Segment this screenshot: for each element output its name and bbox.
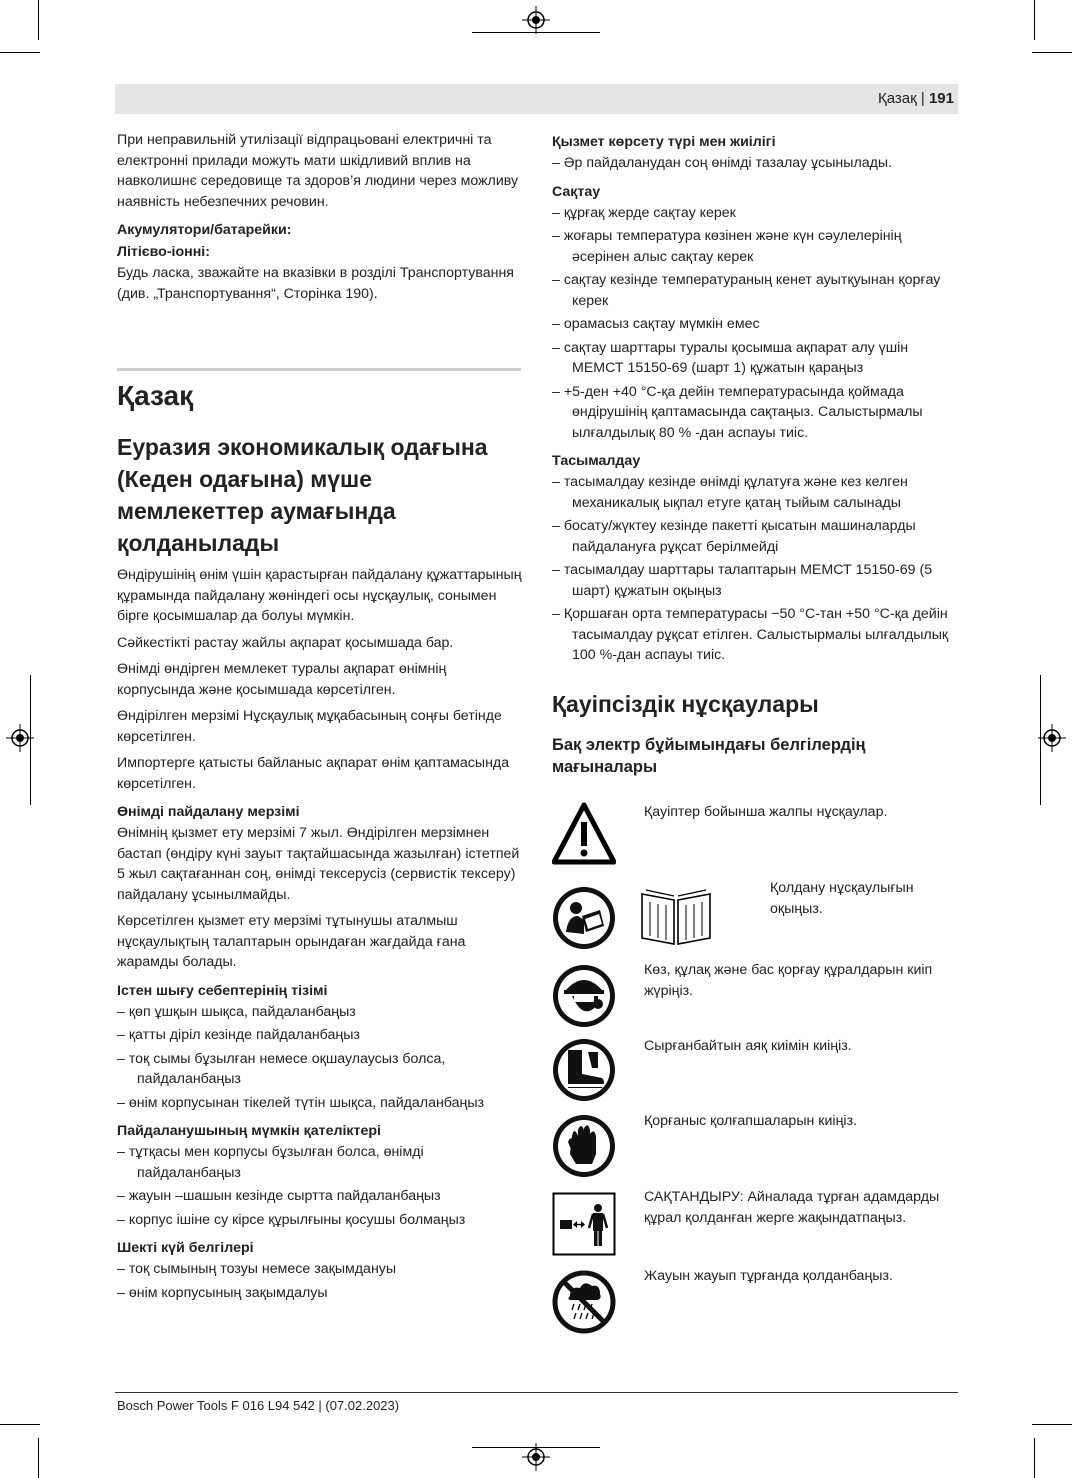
read-manual-icon <box>552 886 616 950</box>
intro-paragraph: Импортерге қатысты байланыс ақпарат өнім қаптамасында көрсетілген. <box>117 755 510 792</box>
left-column <box>117 130 522 1307</box>
storage-list <box>552 203 957 444</box>
registration-mark-icon <box>522 6 550 34</box>
no-rain-icon <box>552 1270 616 1334</box>
page-number: 191 <box>928 90 954 107</box>
list-item: – тоқ сымының тозуы немесе зақымдануы <box>117 1259 522 1280</box>
registration-mark-icon <box>1038 724 1066 752</box>
list-item: – құрғақ жерде сақтау керек <box>552 203 957 224</box>
crop-mark <box>0 52 40 53</box>
symbols-table <box>552 802 962 1362</box>
list-item: – сақтау кезінде температураның кенет ауытқуынан қорғау керек <box>552 270 957 311</box>
language-title: Қазақ <box>117 380 194 411</box>
transport-list <box>552 472 957 666</box>
maintenance-heading: Қызмет көрсету түрі мен жиілігі <box>552 134 776 150</box>
symbol-text: САҚТАНДЫРУ: Айналада тұрған адамдарды құрал қолданған жерге жақындатпаңыз. <box>644 1189 940 1226</box>
storage-heading: Сақтау <box>552 183 601 200</box>
intro-paragraph: Сәйкестікті растау жайлы ақпарат қосымшада бар. <box>117 634 454 651</box>
service-life-text: Өнімнің қызмет ету мерзімі 7 жыл. Өндірілген мерзімнен бастап (өндіру күні зауыт тақтайшасында жазылған) істетпей 5 жыл сақтағаннан соң, өнімді тексерусіз (сервистік тексеру) пайдалану ұсынылмайды. <box>117 825 520 903</box>
list-item: – орамасыз сақтау мүмкін емес <box>552 314 957 335</box>
service-life-heading: Өнімді пайдалану мерзімі <box>117 804 300 820</box>
page-header <box>878 90 954 107</box>
list-item: – жауын –шашын кезінде сыртта пайдаланбаңыз <box>117 1186 522 1207</box>
disposal-text: При неправильній утилізації відпрацьовані електричні та електронні прилади можуть мати шкідливий вплив на навколишнє середовище та здоров’я людини через можливу наявність небезпечних речовин. <box>117 132 519 210</box>
intro-paragraph: Өндірілген мерзімі Нұсқаулық мұқабасының соңғы бетінде көрсетілген. <box>117 708 502 745</box>
crop-mark <box>38 0 39 40</box>
list-item: – өнім корпусынан тікелей түтін шықса, пайдаланбаңыз <box>117 1093 522 1114</box>
crop-mark <box>1034 1438 1035 1478</box>
registration-mark-icon <box>6 724 34 752</box>
list-item: – өнім корпусының зақымдалуы <box>117 1283 522 1304</box>
crop-mark <box>0 1424 40 1425</box>
symbol-text: Қорғаныс қолғапшаларын киіңіз. <box>644 1113 858 1129</box>
intro-paragraph: Өндірушінің өнім үшін қарастырған пайдалану құжаттарының құрамында пайдалану жөніндегі осы нұсқаулық, сонымен бірге қосымшалар да болуы мүмкін. <box>117 567 522 624</box>
protective-headgear-icon <box>552 964 616 1028</box>
keep-distance-icon <box>552 1192 616 1256</box>
liion-heading: Літієво-іонні: <box>117 244 210 260</box>
open-book-icon <box>638 886 714 946</box>
crop-mark <box>1032 52 1072 53</box>
header-section: Қазақ <box>878 90 917 107</box>
crop-mark <box>38 1438 39 1478</box>
list-item: – Әр пайдаланудан соң өнімді тазалау ұсынылады. <box>552 153 957 174</box>
battery-heading: Акумулятори/батарейки: <box>117 222 292 238</box>
symbol-text: Сырғанбайтын аяқ киімін киіңіз. <box>644 1038 852 1054</box>
list-item: – сақтау шарттары туралы қосымша ақпарат алу үшін МЕМСТ 15150-69 (шарт 1) құжатын қараңыз <box>552 338 957 379</box>
maintenance-list <box>552 153 957 174</box>
liion-text: Будь ласка, зважайте на вказівки в розділі Транспортування (див. „Транспортування“, Сторінка 190). <box>117 265 514 302</box>
warning-triangle-icon <box>552 802 616 866</box>
right-column <box>552 132 957 788</box>
user-errors-list <box>117 1142 522 1230</box>
failure-heading: Істен шығу себептерінің тізімі <box>117 982 328 999</box>
list-item: – +5-ден +40 °C-қа дейін температурасында қоймада өндірушінің қаптамасында сақтаңыз. Салыстырмалы ылғалдылық 80 % -дан аспауы тиіс. <box>552 382 957 444</box>
list-item: – Қоршаған орта температурасы −50 °C-тан +50 °C-қа дейін тасымалдау рұқсат етілген. Салыстырмалы ылғалдылық 100 %-дан аспауы тиіс. <box>552 604 957 666</box>
symbol-text: Қауіптер бойынша жалпы нұсқаулар. <box>644 804 888 820</box>
list-item: – жоғары температура көзінен және күн сәулелерінің әсерінен алыс сақтау керек <box>552 226 957 267</box>
header-divider: | <box>920 90 929 107</box>
eurasia-title: Еуразия экономикалық одағына (Кеден одағына) мүше мемлекеттер аумағында қолданылады <box>117 434 488 556</box>
user-errors-heading: Пайдаланушының мүмкін қателіктері <box>117 1123 381 1139</box>
service-life-text: Көрсетілген қызмет ету мерзімі тұтынушы аталмыш нұсқаулықтың талаптарын орындаған жағдайда ғана жарамды болады. <box>117 913 466 970</box>
safety-boot-icon <box>552 1038 616 1102</box>
list-item: – босату/жүктеу кезінде пакетті қысатын машиналарды пайдалануға рұқсат берілмейді <box>552 516 957 557</box>
symbols-heading: Бақ электр бұйымындағы белгілердің мағыналары <box>552 735 866 776</box>
symbol-text: Жауын жауып тұрғанда қолданбаңыз. <box>644 1268 893 1284</box>
crop-mark <box>1032 1424 1072 1425</box>
failure-list <box>117 1002 522 1114</box>
transport-heading: Тасымалдау <box>552 453 641 469</box>
footer-text: Bosch Power Tools F 016 L94 542 | (07.02.2023) <box>117 1398 400 1413</box>
list-item: – тұтқасы мен корпусы бұзылған болса, өнімді пайдаланбаңыз <box>117 1142 522 1183</box>
footer-divider <box>115 1392 958 1393</box>
registration-mark-icon <box>522 1443 550 1471</box>
header-bar <box>115 84 958 114</box>
symbol-text: Көз, құлақ және бас қорғау құралдарын киіп жүріңіз. <box>644 962 933 999</box>
list-item: – тоқ сымы бұзылған немесе оқшаулаусыз болса, пайдаланбаңыз <box>117 1049 522 1090</box>
list-item: – қатты діріл кезінде пайдаланбаңыз <box>117 1025 522 1046</box>
list-item: – корпус ішіне су кірсе құрылғыны қосушы болмаңыз <box>117 1210 522 1231</box>
intro-paragraph: Өнімді өндірген мемлекет туралы ақпарат өнімнің корпусында және қосымшада көрсетілген. <box>117 661 447 698</box>
list-item: – тасымалдау кезінде өнімді құлатуға және кез келген механикалық ықпал етуге қатаң тыйым салынады <box>552 472 957 513</box>
safety-title: Қауіпсіздік нұсқаулары <box>552 690 819 717</box>
protective-glove-icon <box>552 1114 616 1178</box>
symbol-text: Қолдану нұсқаулығын оқыңыз. <box>770 880 914 917</box>
list-item: – қөп ұшқын шықса, пайдаланбаңыз <box>117 1002 522 1023</box>
crop-mark <box>1034 0 1035 40</box>
limit-state-list <box>117 1259 522 1303</box>
list-item: – тасымалдау шарттары талаптарын МЕМСТ 15150-69 (5 шарт) құжатын оқыңыз <box>552 560 957 601</box>
section-divider <box>117 368 521 371</box>
limit-state-heading: Шекті күй белгілері <box>117 1240 254 1256</box>
